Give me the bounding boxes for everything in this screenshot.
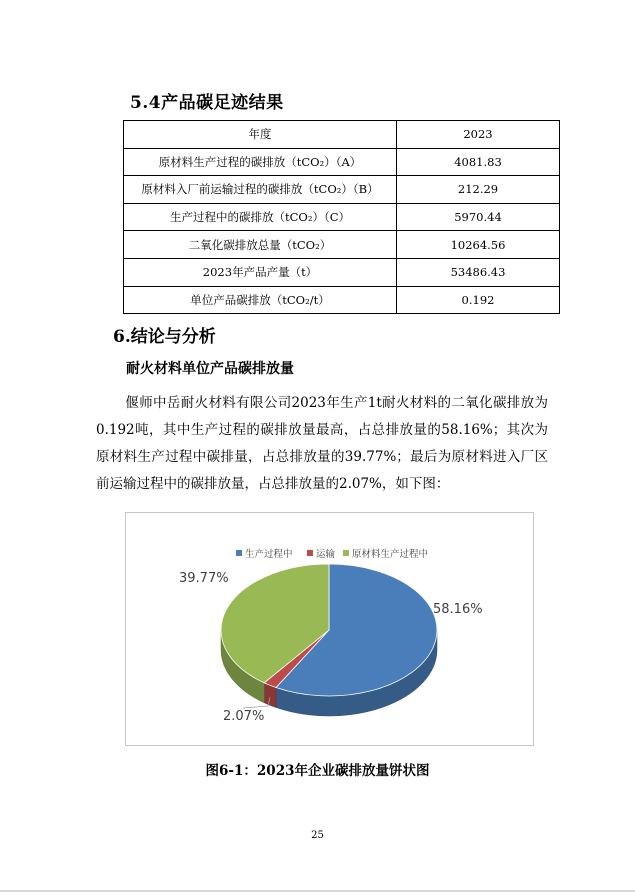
table-row-label: 二氧化碳排放总量（tCO₂） xyxy=(124,231,397,259)
table-row-value: 5970.44 xyxy=(397,203,560,231)
legend-entry: 生产过程中 xyxy=(245,549,293,560)
pie-chart xyxy=(125,512,534,746)
carbon-footprint-table xyxy=(123,120,560,314)
pie-label-原材料生产过程中: 39.77% xyxy=(179,571,229,586)
table-row xyxy=(124,203,560,231)
table-row-label: 单位产品碳排放（tCO₂/t） xyxy=(124,286,397,314)
table-row xyxy=(124,148,560,176)
table-row-label: 生产过程中的碳排放（tCO₂）（C） xyxy=(124,203,397,231)
table-row-label: 原材料入厂前运输过程的碳排放（tCO₂）（B） xyxy=(124,176,397,204)
table-row xyxy=(124,176,560,204)
chart-legend xyxy=(236,548,428,560)
table-row xyxy=(124,258,560,286)
pie-label-运输: 2.07% xyxy=(223,709,265,724)
table-row-value: 4081.83 xyxy=(397,148,560,176)
table-row xyxy=(124,286,560,314)
legend-entry: 原材料生产过程中 xyxy=(352,549,429,560)
table-header-row xyxy=(124,121,560,149)
section-5-4-title: 5.4产品碳足迹结果 xyxy=(130,93,284,113)
pie-tops xyxy=(221,564,437,696)
legend-swatch xyxy=(307,550,313,556)
figure-caption: 图6-1：2023年企业碳排放量饼状图 xyxy=(205,763,430,779)
legend-entry: 运输 xyxy=(316,549,336,560)
legend-swatch xyxy=(236,550,242,556)
subsection-title: 耐火材料单位产品碳排放量 xyxy=(126,361,294,377)
pie-chart-svg xyxy=(126,513,533,745)
table-row-label: 2023年产品产量（t） xyxy=(124,258,397,286)
page-bottom-divider xyxy=(0,890,635,892)
table-header-cell: 2023 xyxy=(397,121,560,149)
pie-label-生产过程中: 58.16% xyxy=(433,602,483,617)
table-header-cell: 年度 xyxy=(124,121,397,149)
table-row-value: 0.192 xyxy=(397,286,560,314)
legend-swatch xyxy=(343,550,349,556)
table-row-value: 212.29 xyxy=(397,176,560,204)
table-row xyxy=(124,231,560,259)
analysis-paragraph xyxy=(96,390,548,498)
page-number: 25 xyxy=(311,830,324,841)
table-row-value: 10264.56 xyxy=(397,231,560,259)
table-row-label: 原材料生产过程的碳排放（tCO₂）（A） xyxy=(124,148,397,176)
analysis-paragraph-text: 偃师中岳耐火材料有限公司2023年生产1t耐火材料的二氧化碳排放为0.192吨，其中生产过程的碳排放量最高，占总排放量的58.16%；其次为原材料生产过程中碳排量，占总排放量的39.77%；最后为原材料进入厂区前运输过程中的碳排放量，占总排放量的2.07%，如下图： xyxy=(96,395,548,492)
section-6-title: 6.结论与分析 xyxy=(113,327,216,347)
table-row-value: 53486.43 xyxy=(397,258,560,286)
